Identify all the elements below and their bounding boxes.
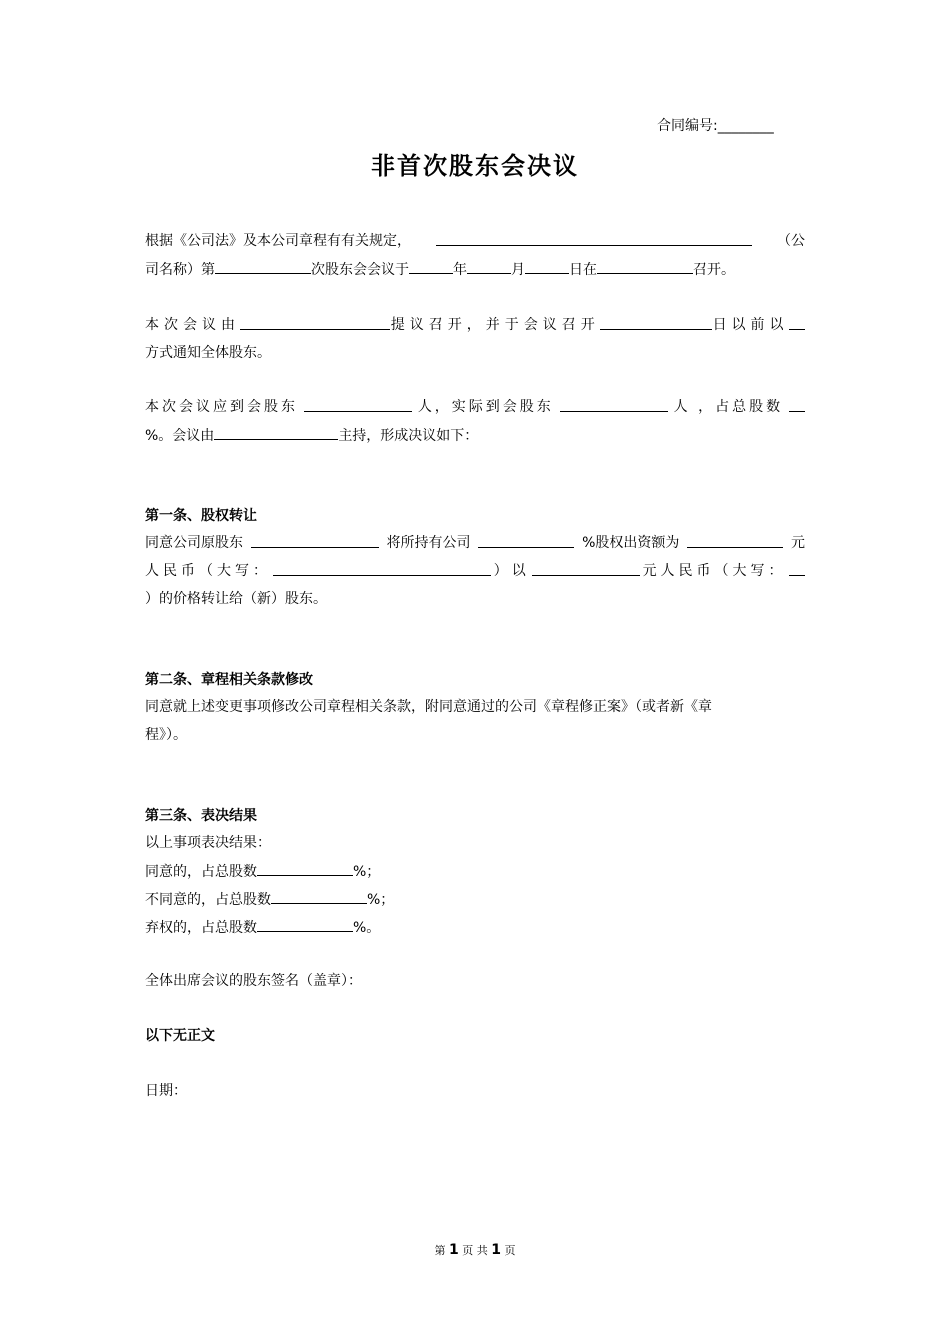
abstain-percent-blank[interactable] — [257, 917, 353, 932]
article-2-line-1: 同意就上述变更事项修改公司章程相关条款，附同意通过的公司《章程修正案》（或者新《章 — [145, 699, 712, 715]
page-number: 1 — [449, 1242, 459, 1258]
year-blank[interactable] — [409, 259, 453, 274]
year-label: 年 — [453, 262, 467, 278]
article-1-heading: 第一条、股权转让 — [145, 508, 257, 524]
intro-text: （公 — [777, 233, 805, 249]
percent-suffix: %。 — [353, 920, 381, 936]
day-label: 日在 — [569, 262, 597, 278]
day-blank[interactable] — [525, 259, 569, 274]
percent-suffix: %； — [353, 864, 381, 880]
intro-text: 本次会议由 — [145, 317, 240, 333]
meeting-number-blank[interactable] — [215, 259, 311, 274]
intro-text: 主持，形成决议如下： — [338, 428, 479, 444]
page-mid: 页 共 — [462, 1244, 488, 1257]
intro-text: 次股东会会议于 — [311, 262, 409, 278]
price-in-words-blank[interactable] — [789, 561, 805, 576]
actual-attendees-blank[interactable] — [560, 397, 668, 412]
vote-abstain-line — [145, 917, 380, 938]
vote-disagree-line — [145, 889, 394, 910]
notice-method-blank[interactable] — [789, 315, 805, 330]
intro-paragraph-3-line-1 — [145, 397, 805, 417]
intro-paragraph-3-line-2 — [145, 425, 478, 446]
expected-attendees-blank[interactable] — [304, 397, 412, 412]
notice-days-blank[interactable] — [600, 315, 712, 330]
intro-paragraph-2-line-1 — [145, 315, 805, 335]
disagree-percent-blank[interactable] — [271, 889, 367, 904]
intro-text: 提议召开，并于会议召开 — [390, 317, 600, 333]
intro-text: 根据《公司法》及本公司章程有有关规定， — [145, 233, 411, 249]
intro-text: 日以前以 — [712, 317, 789, 333]
intro-paragraph-1-line-1 — [145, 231, 805, 251]
agree-percent-blank[interactable] — [257, 861, 353, 876]
contract-number-label: 合同编号:________ — [657, 118, 774, 134]
month-label: 月 — [511, 262, 525, 278]
article-1-line-2 — [145, 561, 805, 581]
article-text: 人民币（大写： — [145, 563, 271, 579]
intro-text: 人，实际到会股东 — [417, 399, 554, 415]
intro-paragraph-2-line-2: 方式通知全体股东。 — [145, 345, 271, 361]
proposer-blank[interactable] — [240, 315, 390, 330]
chair-blank[interactable] — [214, 425, 338, 440]
vote-agree-label: 同意的，占总股数 — [145, 864, 257, 880]
equity-percent-blank[interactable] — [478, 533, 574, 548]
article-3-heading: 第三条、表决结果 — [145, 808, 257, 824]
page-suffix: 页 — [504, 1244, 516, 1257]
intro-text: 司名称）第 — [145, 262, 215, 278]
company-name-blank[interactable] — [436, 231, 752, 246]
page-prefix: 第 — [434, 1244, 446, 1257]
page-total: 1 — [491, 1242, 501, 1258]
document-title: 非首次股东会决议 — [371, 152, 579, 180]
article-text: %股权出资额为 — [582, 535, 680, 551]
transfer-price-blank[interactable] — [532, 561, 640, 576]
vote-disagree-label: 不同意的，占总股数 — [145, 892, 271, 908]
vote-agree-line — [145, 861, 380, 882]
article-2-heading: 第二条、章程相关条款修改 — [145, 672, 313, 688]
month-blank[interactable] — [467, 259, 511, 274]
percent-suffix: %； — [367, 892, 395, 908]
article-1-line-1 — [145, 533, 805, 553]
article-text: ）以 — [493, 563, 530, 579]
intro-text: 人 ，占总股数 — [673, 399, 784, 415]
no-further-text: 以下无正文 — [145, 1028, 215, 1044]
intro-text: %。会议由 — [145, 428, 215, 444]
intro-text: 召开。 — [693, 262, 735, 278]
location-blank[interactable] — [597, 259, 693, 274]
original-shareholder-blank[interactable] — [251, 533, 379, 548]
article-text: 将所持有公司 — [386, 535, 471, 551]
article-text: 元 — [791, 535, 805, 551]
share-percent-blank[interactable] — [789, 397, 805, 412]
article-text: 元人民币（大写： — [642, 563, 787, 579]
intro-paragraph-1-line-2 — [145, 259, 735, 280]
intro-text: 本次会议应到会股东 — [145, 399, 298, 415]
vote-intro: 以上事项表决结果： — [145, 835, 271, 851]
article-2-line-2: 程》）。 — [145, 727, 187, 743]
vote-abstain-label: 弃权的，占总股数 — [145, 920, 257, 936]
date-label: 日期： — [145, 1083, 187, 1099]
article-1-line-3: ）的价格转让给（新）股东。 — [145, 591, 327, 607]
article-text: 同意公司原股东 — [145, 535, 243, 551]
capital-amount-blank[interactable] — [687, 533, 783, 548]
signature-label: 全体出席会议的股东签名（盖章）： — [145, 973, 362, 989]
amount-in-words-blank[interactable] — [273, 561, 491, 576]
page-footer — [0, 1240, 950, 1261]
